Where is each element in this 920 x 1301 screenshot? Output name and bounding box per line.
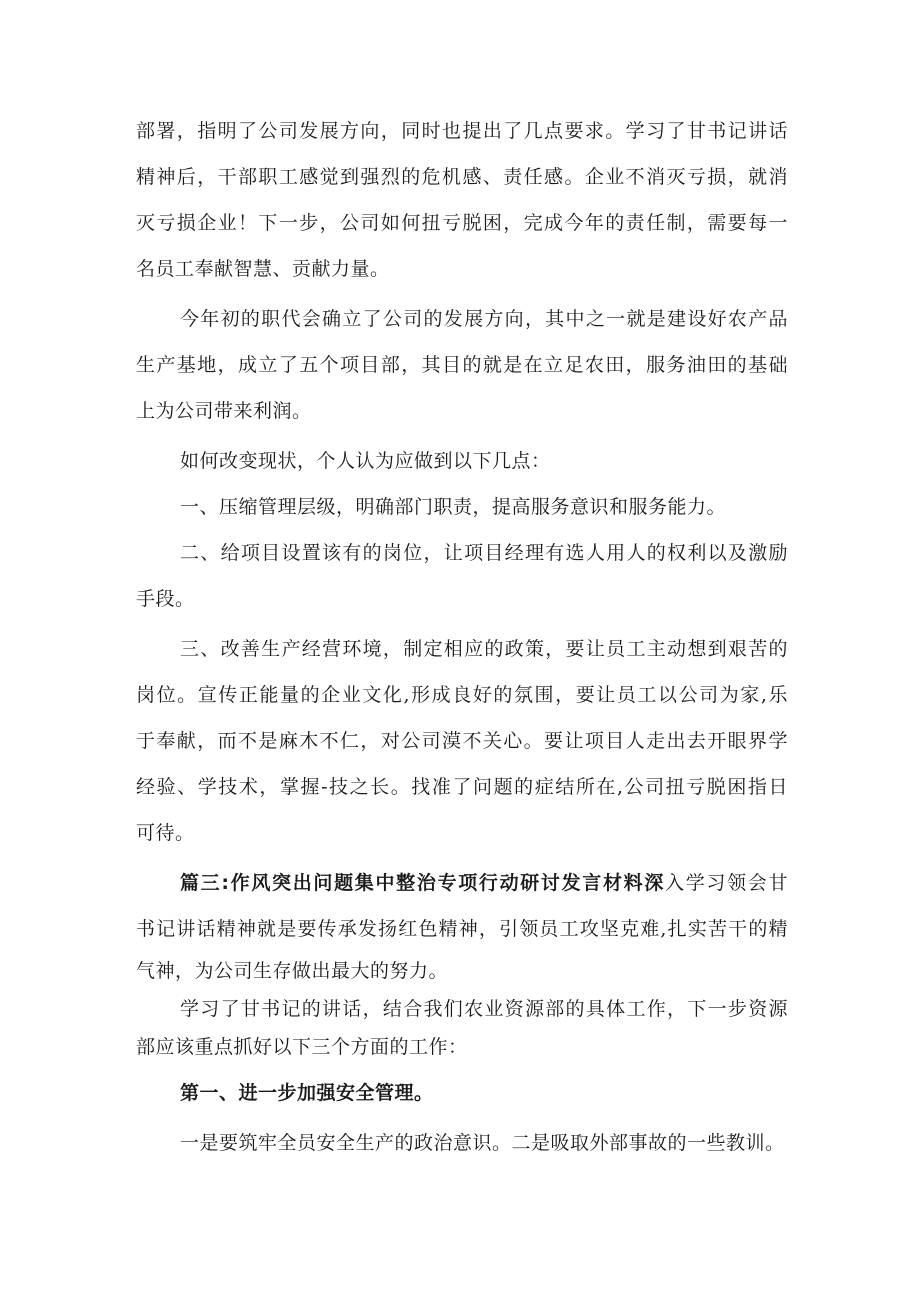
text-line [136,860,788,906]
text-line: 上为公司带来利润。 [136,400,312,422]
paragraph-4 [136,484,788,530]
text-line: 二、给项目设置该有的岗位，让项目经理有选人用人的权利以及激励 [180,542,788,564]
paragraph-1 [136,108,788,292]
document-page [136,108,788,1166]
text-line: 一是要筑牢全员安全生产的政治意识。二是吸取外部事故的一些教训。 [180,1132,785,1154]
text-line: 如何改变现状，个人认为应做到以下几点： [180,450,551,472]
section-heading: 篇三:作风突出问题集中整治专项行动研讨发言材料深 [180,872,666,894]
paragraph-2 [136,296,788,434]
text-line: 生产基地，成立了五个项目部，其目的就是在立足农田，服务油田的基础 [136,354,788,376]
text-line: 部署，指明了公司发展方向，同时也提出了几点要求。学习了甘书记讲话 [136,120,788,142]
text-line: 三、改善生产经营环境，制定相应的政策，要让员工主动想到艰苦的 [180,638,788,660]
text-line: 气神，为公司生存做出最大的努力。 [136,960,449,982]
subsection-heading: 第一、进一步加强安全管理。 [180,1082,434,1104]
text-line: 于奉献，而不是麻木不仁，对公司漠不关心。要让项目人走出去开眼界学 [136,730,788,752]
heading-continuation: 入学习领会甘 [665,872,788,894]
text-line: 经验、学技术，掌握-技之长。找准了问题的症结所在,公司扭亏脱困指日 [136,776,788,798]
text-line: 可待。 [136,822,195,844]
text-line: 手段。 [136,588,195,610]
text-line: 名员工奉献智慧、贡献力量。 [136,258,390,280]
paragraph-3 [136,438,788,484]
text-line: 书记讲话精神就是要传承发扬红色精神，引领员工攻坚克难,扎实苦干的精 [136,918,788,940]
text-line: 一、压缩管理层级，明确部门职责，提高服务意识和服务能力。 [180,496,727,518]
paragraph-10 [136,1120,788,1166]
text-line: 灭亏损企业！下一步，公司如何扭亏脱困，完成今年的责任制，需要每一 [136,212,788,234]
text-line: 精神后，干部职工感觉到强烈的危机感、责任感。企业不消灭亏损，就消 [136,166,788,188]
text-line: 部应该重点抓好以下三个方面的工作： [136,1036,468,1058]
text-line: 学习了甘书记的讲话，结合我们农业资源部的具体工作，下一步资源 [180,998,788,1020]
paragraph-6 [136,626,788,856]
paragraph-8 [136,990,788,1066]
text-line: 今年初的职代会确立了公司的发展方向，其中之一就是建设好农产品 [180,308,788,330]
text-line: 岗位。宣传正能量的企业文化,形成良好的氛围，要让员工以公司为家,乐 [136,684,788,706]
paragraph-5 [136,530,788,622]
paragraph-7 [136,860,788,990]
paragraph-9 [136,1070,788,1116]
